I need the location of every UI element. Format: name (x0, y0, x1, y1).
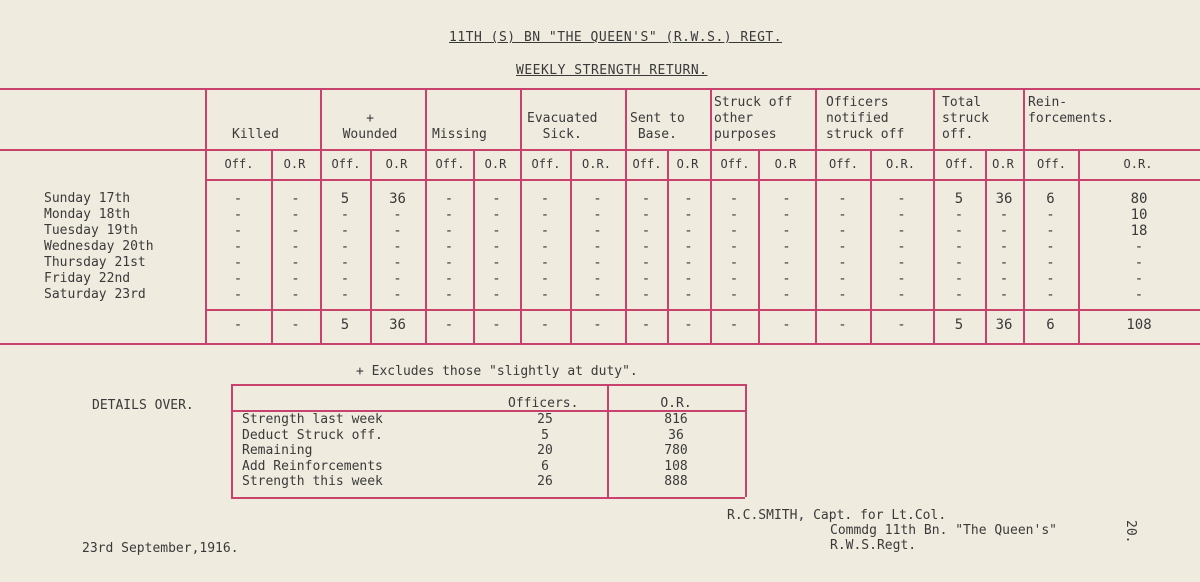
table-cell: - (897, 287, 906, 303)
table-hline (0, 88, 1200, 90)
column-header: + Wounded (342, 111, 398, 142)
table-cell: - (291, 239, 300, 255)
table-cell: - (593, 223, 602, 239)
subheader-or: O.R (774, 157, 797, 171)
table-cell: - (291, 271, 300, 287)
subheader-or: O.R. (1123, 157, 1153, 171)
summary-vline (231, 384, 233, 497)
table-cell: - (291, 287, 300, 303)
summary-row-or: 816 (664, 412, 688, 427)
total-cell-or: - (492, 317, 501, 333)
table-cell: - (729, 271, 739, 287)
summary-row-or: 888 (664, 474, 688, 489)
table-cell: - (492, 207, 501, 223)
table-cell: - (444, 207, 454, 223)
column-header: Rein- forcements. (1028, 95, 1115, 126)
table-cell: 18 (1130, 223, 1148, 239)
table-cell: - (1046, 239, 1055, 255)
table-cell: - (291, 223, 300, 239)
day-label: Monday 18th (44, 207, 131, 222)
table-cell: - (492, 223, 501, 239)
table-cell: - (492, 255, 501, 271)
total-cell-off: - (729, 317, 739, 333)
table-cell: - (954, 255, 964, 271)
table-cell: - (999, 271, 1009, 287)
page-title: 11TH (S) BN "THE QUEEN'S" (R.W.S.) REGT. (449, 30, 783, 45)
table-cell: - (444, 223, 454, 239)
table-cell: - (954, 287, 964, 303)
table-cell: - (641, 271, 651, 287)
table-cell: - (540, 223, 550, 239)
table-cell: 5 (340, 191, 350, 207)
column-header: Missing (432, 127, 487, 142)
table-cell: - (782, 191, 791, 207)
subheader-off: Off. (1037, 157, 1066, 171)
subheader-off: Off. (224, 157, 254, 171)
subheader-or: O.R. (886, 157, 915, 171)
total-cell-or: - (897, 317, 906, 333)
table-cell: - (684, 191, 693, 207)
summary-row-label: Strength this week (242, 474, 383, 489)
summary-head-officers: Officers. (508, 396, 579, 411)
table-hline (0, 343, 1200, 345)
table-cell: - (393, 239, 402, 255)
table-cell: - (393, 271, 402, 287)
table-cell: - (641, 255, 651, 271)
table-cell: - (954, 223, 964, 239)
subheader-or: O.R (283, 157, 306, 171)
table-cell: - (782, 223, 791, 239)
table-cell: - (540, 287, 550, 303)
table-cell: - (641, 239, 651, 255)
total-cell-off: 6 (1046, 317, 1055, 333)
table-cell: - (1046, 207, 1055, 223)
table-cell: - (838, 223, 847, 239)
subheader-off: Off. (632, 157, 662, 171)
table-cell: - (291, 255, 300, 271)
table-cell: - (729, 239, 739, 255)
subheader-or: O.R. (582, 157, 611, 171)
column-header: Killed (232, 127, 279, 142)
table-cell: - (954, 239, 964, 255)
subheader-off: Off. (331, 157, 361, 171)
table-hline (0, 149, 1200, 151)
table-cell: - (838, 287, 847, 303)
total-cell-or: 36 (389, 317, 406, 333)
table-cell: - (729, 191, 739, 207)
table-cell: - (233, 255, 243, 271)
page-subtitle: WEEKLY STRENGTH RETURN. (516, 63, 708, 78)
summary-row-or: 108 (664, 458, 688, 474)
table-cell: - (233, 223, 243, 239)
signature-line-2: Commdg 11th Bn. "The Queen's" (830, 523, 1057, 538)
subheader-or: O.R (484, 157, 507, 171)
summary-row-or: 36 (668, 427, 684, 443)
column-header: Evacuated Sick. (527, 111, 598, 142)
table-cell: - (233, 207, 243, 223)
table-cell: - (684, 271, 693, 287)
table-cell: - (340, 287, 350, 303)
total-cell-off: - (641, 317, 651, 333)
table-cell: - (729, 255, 739, 271)
table-hline (205, 179, 1200, 181)
table-cell: - (444, 287, 454, 303)
column-header: Struck off other purposes (714, 95, 793, 142)
day-label: Sunday 17th (44, 191, 131, 206)
table-cell: - (393, 223, 402, 239)
summary-row-label: Strength last week (242, 412, 383, 427)
table-cell: - (782, 239, 791, 255)
table-cell: - (593, 191, 602, 207)
signature-line-3: R.W.S.Regt. (830, 538, 917, 553)
table-cell: - (233, 239, 243, 255)
document-date: 23rd September,1916. (82, 541, 239, 556)
page-number: 20. (1123, 520, 1138, 544)
table-cell: - (782, 255, 791, 271)
subheader-off: Off. (435, 157, 465, 171)
summary-row-officers: 6 (541, 458, 549, 474)
total-cell-or: - (291, 317, 300, 333)
total-cell-off: - (444, 317, 454, 333)
day-label: Tuesday 19th (44, 223, 138, 238)
table-cell: - (340, 255, 350, 271)
subheader-or: O.R (992, 157, 1014, 171)
table-cell: 36 (995, 191, 1013, 207)
table-cell: - (897, 271, 906, 287)
table-cell: - (684, 287, 693, 303)
total-cell-off: - (838, 317, 847, 333)
table-cell: - (593, 255, 602, 271)
table-cell: - (999, 239, 1009, 255)
table-cell: - (291, 191, 300, 207)
table-cell: - (954, 271, 964, 287)
table-cell: - (954, 207, 964, 223)
table-cell: - (340, 271, 350, 287)
table-cell: - (1046, 271, 1055, 287)
table-cell: - (593, 239, 602, 255)
table-cell: - (897, 239, 906, 255)
table-cell: - (641, 191, 651, 207)
total-cell-off: - (233, 317, 243, 333)
total-cell-or: - (782, 317, 791, 333)
table-cell: - (540, 271, 550, 287)
table-cell: - (684, 207, 693, 223)
table-cell: - (444, 239, 454, 255)
table-cell: - (1046, 287, 1055, 303)
table-cell: 10 (1130, 207, 1148, 223)
signature-line-1: R.C.SMITH, Capt. for Lt.Col. (727, 508, 947, 523)
table-cell: - (492, 191, 501, 207)
table-cell: - (444, 191, 454, 207)
table-cell: 5 (954, 191, 964, 207)
total-cell-or: 36 (995, 317, 1013, 333)
table-hline (205, 309, 1200, 311)
table-cell: - (233, 287, 243, 303)
table-cell: - (1134, 271, 1144, 287)
details-over-label: DETAILS OVER. (92, 398, 194, 413)
table-cell: - (233, 271, 243, 287)
table-cell: - (641, 223, 651, 239)
table-cell: - (540, 191, 550, 207)
table-cell: - (838, 239, 847, 255)
table-cell: - (782, 287, 791, 303)
table-cell: - (340, 239, 350, 255)
table-cell: - (1134, 239, 1144, 255)
table-cell: - (641, 207, 651, 223)
subheader-off: Off. (531, 157, 561, 171)
table-cell: - (540, 207, 550, 223)
summary-row-officers: 20 (537, 443, 553, 458)
table-cell: - (999, 207, 1009, 223)
table-cell: - (838, 255, 847, 271)
table-cell: - (540, 239, 550, 255)
subheader-off: Off. (720, 157, 750, 171)
subheader-or: O.R (385, 157, 408, 171)
table-cell: - (1134, 287, 1144, 303)
total-cell-or: 108 (1126, 317, 1152, 333)
summary-hline (231, 497, 745, 499)
table-cell: - (729, 207, 739, 223)
table-cell: - (291, 207, 300, 223)
footnote: + Excludes those "slightly at duty". (356, 364, 638, 379)
table-cell: 80 (1130, 191, 1148, 207)
summary-row-label: Add Reinforcements (242, 458, 383, 474)
table-cell: - (492, 239, 501, 255)
summary-row-officers: 25 (537, 412, 553, 427)
day-label: Thursday 21st (44, 255, 146, 270)
table-cell: - (233, 191, 243, 207)
table-cell: 36 (389, 191, 406, 207)
day-label: Saturday 23rd (44, 287, 146, 302)
table-cell: - (684, 223, 693, 239)
table-cell: - (782, 207, 791, 223)
table-cell: - (641, 287, 651, 303)
summary-row-officers: 26 (537, 474, 553, 489)
table-cell: - (593, 287, 602, 303)
table-cell: - (999, 255, 1009, 271)
table-cell: - (593, 271, 602, 287)
table-cell: - (1046, 223, 1055, 239)
table-cell: - (540, 255, 550, 271)
table-cell: 6 (1046, 191, 1055, 207)
column-header: Sent to Base. (630, 111, 685, 142)
table-cell: - (729, 223, 739, 239)
table-cell: - (838, 207, 847, 223)
table-cell: - (684, 239, 693, 255)
total-cell-off: 5 (954, 317, 964, 333)
table-cell: - (340, 223, 350, 239)
table-cell: - (593, 207, 602, 223)
subheader-off: Off. (945, 157, 975, 171)
table-cell: - (444, 271, 454, 287)
table-cell: - (393, 207, 402, 223)
day-label: Wednesday 20th (44, 239, 154, 254)
total-cell-off: - (540, 317, 550, 333)
table-cell: - (393, 287, 402, 303)
column-header: Total struck off. (942, 95, 989, 142)
table-cell: - (444, 255, 454, 271)
table-cell: - (897, 207, 906, 223)
table-cell: - (838, 191, 847, 207)
table-cell: - (684, 255, 693, 271)
day-label: Friday 22nd (44, 271, 131, 286)
table-cell: - (897, 191, 906, 207)
table-cell: - (492, 287, 501, 303)
table-cell: - (999, 287, 1009, 303)
table-cell: - (782, 271, 791, 287)
column-header: Officers notified struck off (826, 95, 905, 142)
total-cell-or: - (593, 317, 602, 333)
total-cell-or: - (684, 317, 693, 333)
table-cell: - (393, 255, 402, 271)
total-cell-off: 5 (340, 317, 350, 333)
table-cell: - (1134, 255, 1144, 271)
subheader-or: O.R (676, 157, 699, 171)
summary-head-or: O.R. (660, 396, 692, 411)
table-cell: - (897, 255, 906, 271)
table-cell: - (999, 223, 1009, 239)
table-cell: - (340, 207, 350, 223)
table-cell: - (838, 271, 847, 287)
summary-hline (231, 384, 745, 386)
summary-row-label: Remaining (242, 443, 313, 458)
table-cell: - (729, 287, 739, 303)
summary-row-or: 780 (664, 443, 688, 458)
summary-vline (745, 384, 747, 497)
summary-row-officers: 5 (541, 427, 549, 443)
subheader-off: Off. (829, 157, 858, 171)
table-cell: - (492, 271, 501, 287)
table-cell: - (1046, 255, 1055, 271)
summary-row-label: Deduct Struck off. (242, 427, 383, 443)
table-cell: - (897, 223, 906, 239)
